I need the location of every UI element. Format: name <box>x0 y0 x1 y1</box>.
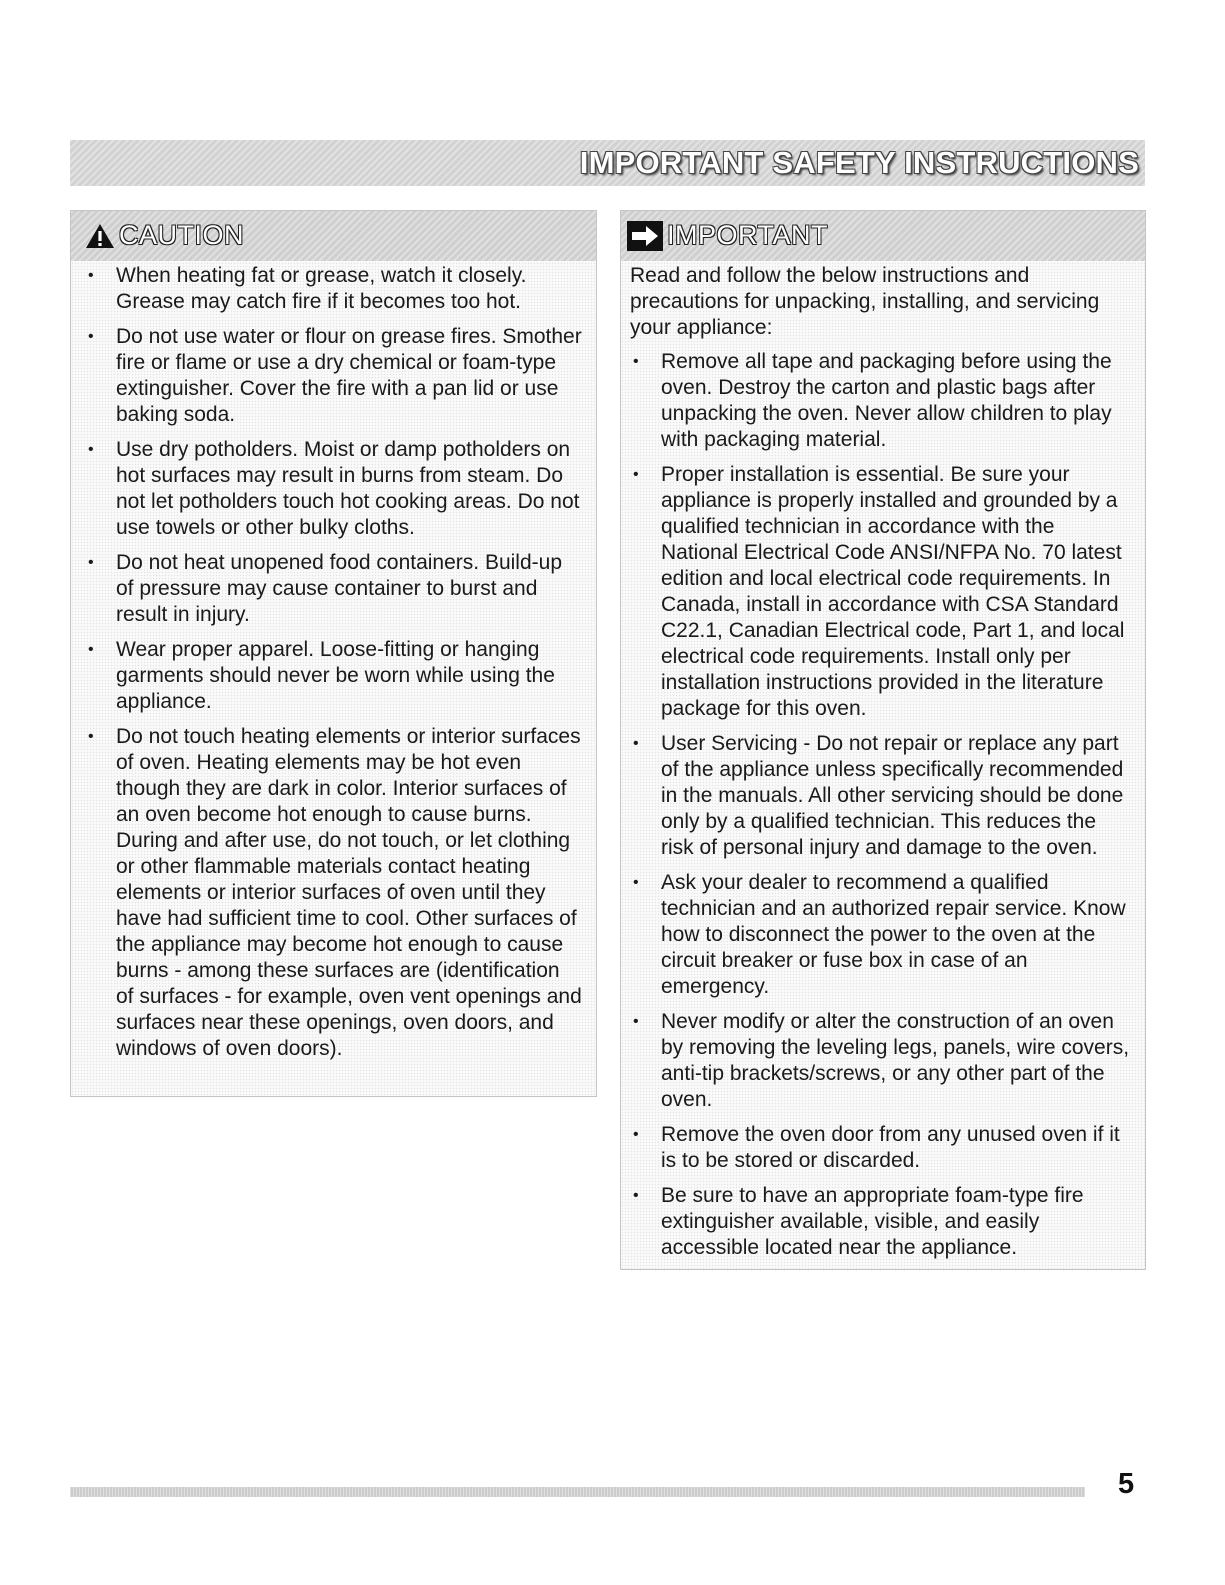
list-item: • Never modify or alter the construction of an oven by removing the leveling legs, panels, wire covers, anti-tip brackets/screws, or any other part of the oven. <box>630 1009 1133 1113</box>
warning-triangle-icon <box>85 223 115 249</box>
important-header <box>621 211 1145 261</box>
arrow-right-icon <box>627 221 663 251</box>
important-label: IMPORTANT <box>667 220 829 250</box>
list-item: • Do not touch heating elements or interior surfaces of oven. Heating elements may be hot even though they are dark in color. Interior surfaces of an oven become hot enough to cause burns. During and after use, do not touch, or let clothing or other flammable materials contact heating elements or interior surfaces of oven until they have had sufficient time to cool. Other surfaces of the appliance may become hot enough to cause burns - among these surfaces are (identification of surfaces - for example, oven vent openings and surfaces near these openings, oven doors, and windows of oven doors). <box>85 724 582 1062</box>
list-item: • Remove all tape and packaging before using the oven. Destroy the carton and plastic bags after unpacking the oven. Never allow children to play with packaging material. <box>630 349 1133 453</box>
important-panel <box>620 210 1146 1270</box>
footer-rule <box>70 1487 1085 1497</box>
list-item: • Use dry potholders. Moist or damp potholders on hot surfaces may result in burns from steam. Do not let potholders touch hot cooking areas. Do not use towels or other bulky cloths. <box>85 437 582 541</box>
caution-label: CAUTION <box>119 220 244 250</box>
caution-header <box>71 211 596 261</box>
important-intro: Read and follow the below instructions and precautions for unpacking, installing, and servicing your appliance: <box>630 264 1100 339</box>
caution-panel <box>70 210 597 1097</box>
list-item: • Ask your dealer to recommend a qualified technician and an authorized repair service. Know how to disconnect the power to the oven at the circuit breaker or fuse box in case of an emergency. <box>630 870 1133 1000</box>
section-banner <box>70 140 1145 186</box>
list-item: • User Servicing - Do not repair or replace any part of the appliance unless specifically recommended in the manuals. All other servicing should be done only by a qualified technician. This reduces the risk of personal injury and damage to the oven. <box>630 731 1133 861</box>
important-list <box>630 349 1133 1261</box>
list-item: • Wear proper apparel. Loose-fitting or hanging garments should never be worn while using the appliance. <box>85 637 582 715</box>
list-item: • Do not heat unopened food containers. Build-up of pressure may cause container to burst and result in injury. <box>85 550 582 628</box>
caution-list <box>85 263 582 1062</box>
list-item: • When heating fat or grease, watch it closely. Grease may catch fire if it becomes too hot. <box>85 263 582 315</box>
page-number: 5 <box>1118 1468 1135 1500</box>
list-item: • Remove the oven door from any unused oven if it is to be stored or discarded. <box>630 1122 1133 1174</box>
list-item: • Do not use water or flour on grease fires. Smother fire or flame or use a dry chemical or foam-type extinguisher. Cover the fire with a pan lid or use baking soda. <box>85 324 582 428</box>
list-item: • Proper installation is essential. Be sure your appliance is properly installed and grounded by a qualified technician in accordance with the National Electrical Code ANSI/NFPA No. 70 latest edition and local electrical code requirements. In Canada, install in accordance with CSA Standard C22.1, Canadian Electrical code, Part 1, and local electrical code requirements. Install only per installation instructions provided in the literature package for this oven. <box>630 462 1133 722</box>
page-title: IMPORTANT SAFETY INSTRUCTIONS <box>579 145 1139 180</box>
list-item: • Be sure to have an appropriate foam-type fire extinguisher available, visible, and easily accessible located near the appliance. <box>630 1183 1133 1261</box>
